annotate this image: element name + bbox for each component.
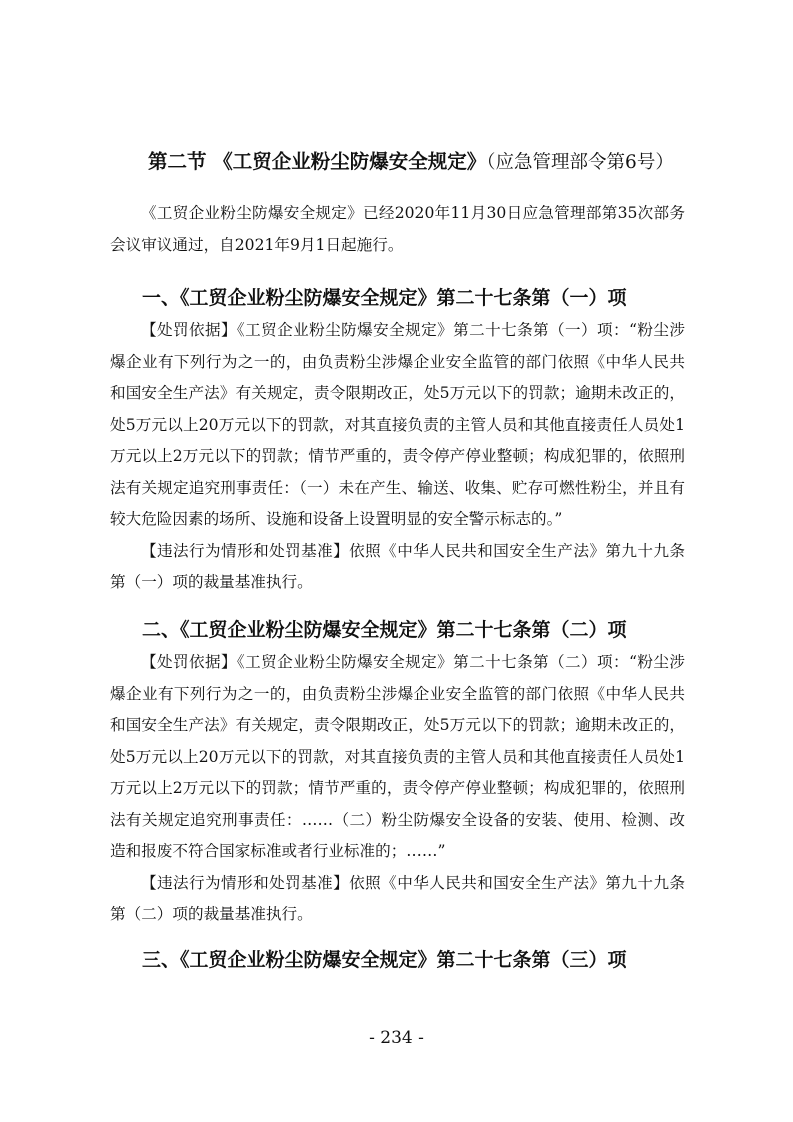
intro-paragraph: 《工贸企业粉尘防爆安全规定》已经2020年11月30日应急管理部第35次部务会议审议通过，自2021年9月1日起施行。 — [110, 204, 685, 254]
article-body-2 — [110, 647, 685, 931]
article-body-1 — [110, 315, 685, 599]
page-number: - 234 - — [369, 1028, 424, 1048]
penalty-standard-paragraph: 【违法行为情形和处罚基准】依照《中华人民共和国安全生产法》第九十九条第（一）项的裁量基准执行。 — [110, 541, 685, 591]
article-heading-3: 三、《工贸企业粉尘防爆安全规定》第二十七条第（三）项 — [142, 949, 627, 971]
section-title-main: 第二节 《工贸企业粉尘防爆安全规定》 — [148, 150, 487, 173]
penalty-basis-paragraph: 【处罚依据】《工贸企业粉尘防爆安全规定》第二十七条第（一）项：“粉尘涉爆企业有下列行为之一的，由负责粉尘涉爆企业安全监管的部门依照《中华人民共和国安全生产法》有关规定，责令限期改正，处5万元以下的罚款；逾期未改正的，处5万元以上20万元以下的罚款，对其直接负责的主管人员和其他直接责任人员处1万元以上2万元以下的罚款；情节严重的，责令停产停业整顿；构成犯罪的，依照刑法有关规定追究刑事责任：（一）未在产生、输送、收集、贮存可燃性粉尘，并且有较大危险因素的场所、设施和设备上设置明显的安全警示标志的。” — [110, 321, 685, 528]
article-heading-2: 二、《工贸企业粉尘防爆安全规定》第二十七条第（二）项 — [142, 619, 627, 641]
section-title — [148, 146, 674, 174]
intro-block — [110, 198, 685, 261]
penalty-basis-paragraph: 【处罚依据】《工贸企业粉尘防爆安全规定》第二十七条第（二）项：“粉尘涉爆企业有下列行为之一的，由负责粉尘涉爆企业安全监管的部门依照《中华人民共和国安全生产法》有关规定，责令限期改正，处5万元以下的罚款；逾期未改正的，处5万元以上20万元以下的罚款，对其直接负责的主管人员和其他直接责任人员处1万元以上2万元以下的罚款；情节严重的，责令停产停业整顿；构成犯罪的，依照刑法有关规定追究刑事责任：……（二）粉尘防爆安全设备的安装、使用、检测、改造和报废不符合国家标准或者行业标准的；……” — [110, 653, 685, 860]
article-heading-1: 一、《工贸企业粉尘防爆安全规定》第二十七条第（一）项 — [142, 287, 627, 309]
section-title-subtitle: （应急管理部令第6号） — [486, 152, 674, 173]
penalty-standard-paragraph: 【违法行为情形和处罚基准】依照《中华人民共和国安全生产法》第九十九条第（二）项的裁量基准执行。 — [110, 873, 685, 923]
